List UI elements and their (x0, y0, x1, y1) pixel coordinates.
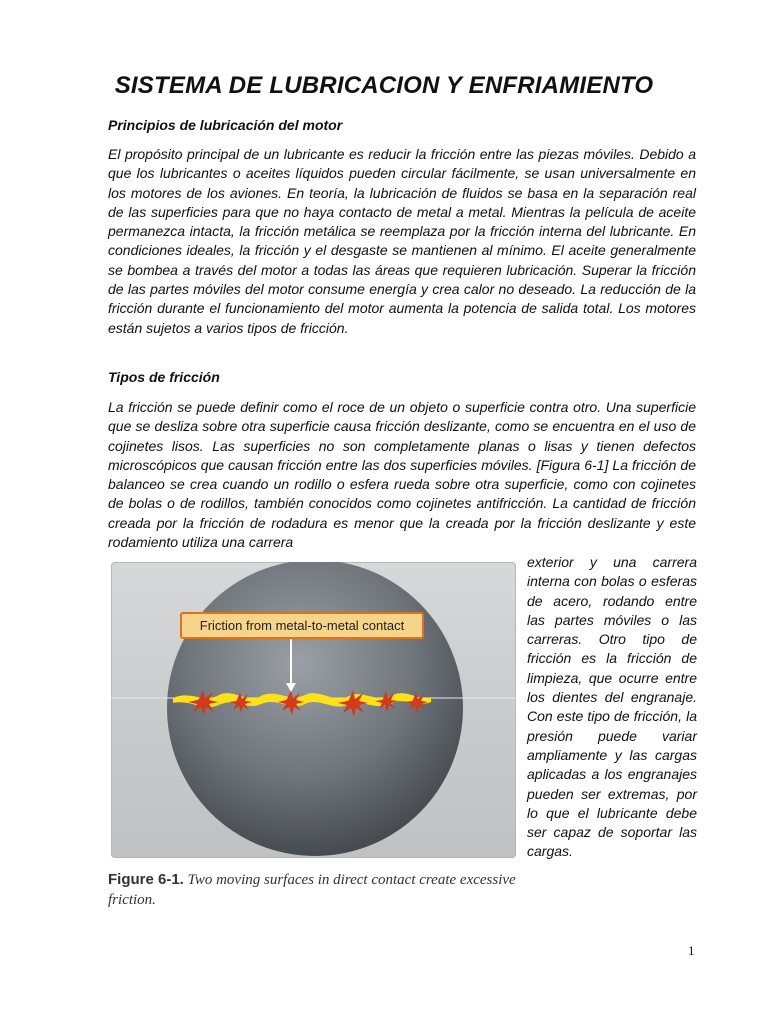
page-number: 1 (688, 943, 695, 958)
figure-caption (108, 870, 520, 910)
figure-caption-text: Two moving surfaces in direct contact create excessive friction. (108, 872, 516, 908)
section-body-continuation: exterior y una carrera interna con bolas o esferas de acero, rodando entre las partes móviles o las carreras. Otro tipo de fricción es la fricción de limpieza, que ocurre entre los dientes del engranaje. Con este tipo de fricción, la presión puede variar ampliamente y las cargas aplicadas a los engranajes pueden ser extremas, por lo que el lubricante debe ser capaz de soportar las cargas. (527, 554, 697, 860)
section-body-lubrication: El propósito principal de un lubricante es reducir la fricción entre las piezas móviles. Debido a que los lubricantes o aceites líquidos pueden circular fácilmente, se usan universalmente en los motores de los aviones. En teoría, la lubricación de fluidos se basa en la separación real de las superficies para que no haya contacto de metal a metal. Mientras la película de aceite permanezca intacta, la fricción metálica se reemplaza por la fricción interna del lubricante. En condiciones ideales, la fricción y el desgaste se mantienen al mínimo. El aceite generalmente se bombea a través del motor a todas las áreas que requieren lubricación. Superar la fricción de las partes móviles del motor consume energía y crea calor no deseado. La reducción de la fricción durante el funcionamiento del motor aumenta la potencia de salida total. Los motores están sujetos a varios tipos de fricción. (108, 146, 696, 336)
page-title: SISTEMA DE LUBRICACION Y ENFRIAMIENTO (114, 72, 654, 99)
callout-label: Friction from metal-to-metal contact (199, 618, 405, 633)
figure-caption-number: Figure 6-1. (108, 871, 184, 888)
section-heading-friction-types: Tipos de fricción (108, 369, 220, 385)
figure-6-1 (111, 562, 516, 858)
section-heading-lubrication: Principios de lubricación del motor (108, 117, 343, 133)
section-body-friction-types: La fricción se puede definir como el roce de un objeto o superficie contra otro. Una superficie que se desliza sobre otra superficie causa fricción deslizante, como se encuentra en el uso de cojinetes lisos. Las superficies no son completamente planas o lisas y tienen defectos microscópicos que causan fricción entre las dos superficies móviles. [Figura 6-1] La fricción de balanceo se crea cuando un rodillo o esfera rueda sobre otra superficie, como con cojinetes de bolas o de rodillos, también conocidos como cojinetes antifricción. La cantidad de fricción creada por la fricción de rodadura es menor que la creada por la fricción deslizante y este rodamiento utiliza una carrera (108, 399, 696, 551)
friction-illustration (111, 562, 516, 858)
